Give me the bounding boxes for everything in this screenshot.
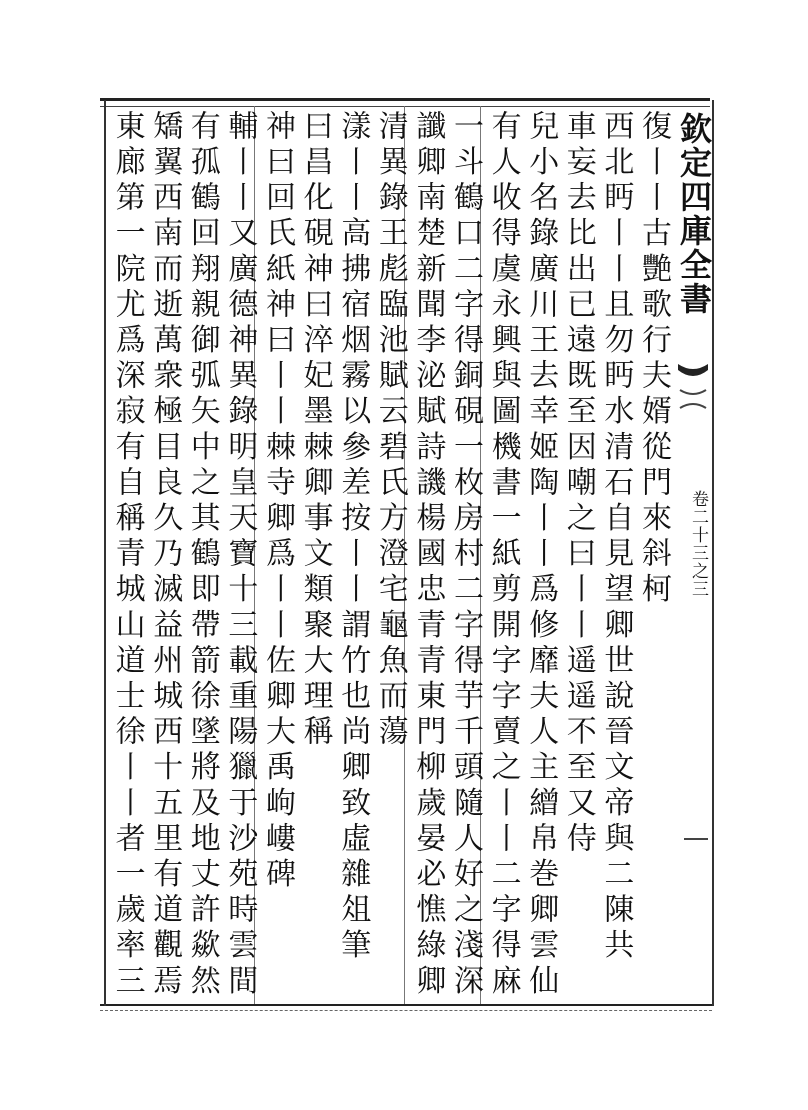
- text-column: 復丨丨古艷歌行夫婿從門來斜柯: [636, 110, 671, 609]
- top-border-rule: [100, 98, 710, 101]
- margin-book-title: 欽定四庫全書: [675, 112, 713, 316]
- text-column: 清異錄王彪臨池賦云碧氏方澄宅龜魚而蕩: [372, 110, 408, 751]
- text-column: 漾丨丨高拂宿烟霧以參差按丨丨謂竹也尚卿致虛雜俎筆: [335, 110, 371, 965]
- text-column: 讖卿南楚新聞李泌賦詩譏楊國忠青青東門柳歲晏必憔綠卿: [410, 110, 446, 1000]
- text-column: 曰昌化硯神曰淬妃墨棘卿事文類聚大理稱: [297, 110, 333, 751]
- text-column: 車妄去比出已遠既至因嘲之曰丨丨遥遥不至又侍: [560, 110, 596, 858]
- text-column: 兒小名錄廣川王去幸姬陶丨丨爲修靡夫人主繒帛巻卿雲仙: [523, 110, 559, 1000]
- margin-mark-line: [684, 838, 708, 840]
- text-column: 有人收得虞永興與圖機書一紙剪開字字賣之丨丨二字得麻: [485, 110, 521, 1000]
- text-column: 一斗鶴口二字得銅硯一枚房村二字得芋千頭隨人好之淺深: [448, 110, 483, 1000]
- text-column: 西北眄丨丨且勿眄水清石自見望卿世說晉文帝與二陳共: [598, 110, 634, 965]
- text-column: 東廊第一院尤爲深寂有自稱青城山道士徐丨丨者一歲率三: [109, 110, 145, 1000]
- fish-tail-ornament-icon: [676, 360, 710, 420]
- margin-volume-label: 卷二十三之三: [688, 490, 708, 598]
- text-column: 輔丨丨又廣德神異錄明皇天寶十三載重陽獵于沙苑時雲間: [222, 110, 258, 1000]
- bottom-border-rule: [100, 1004, 712, 1006]
- text-column: 有孤鶴回翔親御弧矢中之其鶴即帶箭徐墜將及地丈許歘然: [184, 110, 220, 1000]
- bottom-border-dashed-rule: [100, 1010, 712, 1011]
- text-column: 神曰回氏紙神曰丨丨棘寺卿爲丨丨佐卿大禹岣嶁碑: [260, 110, 295, 894]
- text-column: 矯翼西南而逝萬衆極目良久乃滅益州城西十五里有道觀焉: [147, 110, 183, 1000]
